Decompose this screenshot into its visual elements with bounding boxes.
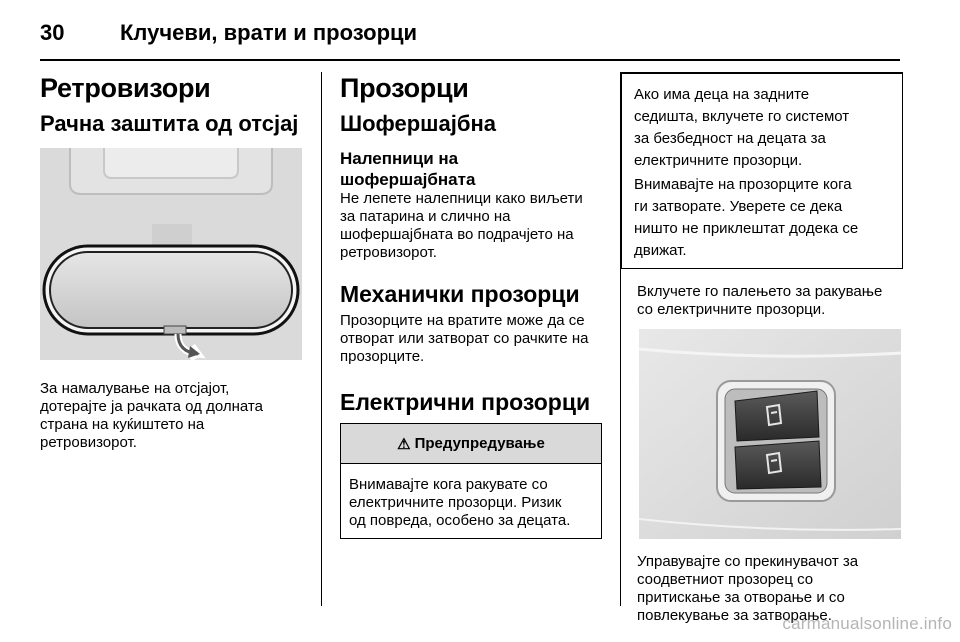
column-3 bbox=[621, 72, 903, 625]
warning-triangle-icon: ⚠ bbox=[397, 435, 411, 453]
watermark: carmanualsonline.info bbox=[782, 614, 952, 633]
running-title: Клучеви, врати и прозорци bbox=[120, 20, 418, 45]
warning-header bbox=[341, 424, 601, 464]
ignition-text: Вклучете го палењето за ракување со електричните прозорци. bbox=[637, 283, 883, 318]
header-rule bbox=[40, 59, 900, 61]
subsection-heading-windscreen: Шофершајбна bbox=[340, 111, 496, 136]
column-1 bbox=[40, 72, 302, 452]
subsection-heading-antiglare: Рачна заштита од отсјај bbox=[40, 111, 299, 136]
warning-body: Внимавајте кога ракувате со електричните прозорци. Ризик од повреда, особено за децата. bbox=[349, 476, 571, 529]
page-number: 30 bbox=[40, 20, 65, 45]
section-heading-mirrors: Ретровизори bbox=[40, 73, 211, 103]
switch-operation-text: Управувајте со прекинувачот за соодветниот прозорец со притискање за отворање и со повлекување за затворање. bbox=[637, 553, 859, 624]
warning-box bbox=[340, 423, 602, 539]
subsection-heading-manual-windows: Механички прозорци bbox=[340, 281, 580, 307]
subsection-heading-power-windows: Електрични прозорци bbox=[340, 389, 591, 415]
warning-title: Предупредување bbox=[414, 435, 545, 452]
column-2 bbox=[340, 72, 602, 539]
section-heading-windows: Прозорци bbox=[340, 73, 469, 103]
rearview-mirror-icon bbox=[40, 148, 302, 360]
child-safety-note-box bbox=[621, 72, 903, 269]
stickers-text: Не лепете налепници како виљети за патарина и слично на шофершајбната во подрачјето на ретровизорот. bbox=[340, 190, 583, 261]
window-switch-icon bbox=[639, 329, 901, 539]
mirror-instruction: За намалување на отсјајот, дотерајте ја рачката од долната страна на куќиштето на ретровизорот. bbox=[40, 380, 263, 451]
manual-windows-text: Прозорците на вратите може да се отворат или затворат со рачките на прозорците. bbox=[340, 312, 589, 365]
column-divider bbox=[321, 72, 322, 606]
note-paragraph: Внимавајте на прозорците кога ги затворате. Уверете се дека ништо не приклештат додека се движат. bbox=[634, 176, 859, 259]
subsubsection-heading-stickers: Налепници на шофершајбната bbox=[340, 149, 476, 189]
window-switch-illustration bbox=[639, 329, 901, 539]
page-header bbox=[40, 18, 417, 48]
note-paragraph: Ако има деца на задните седишта, вклучете го системот за безбедност на децата за електричните прозорци. bbox=[634, 86, 850, 169]
mirror-illustration bbox=[40, 148, 302, 360]
